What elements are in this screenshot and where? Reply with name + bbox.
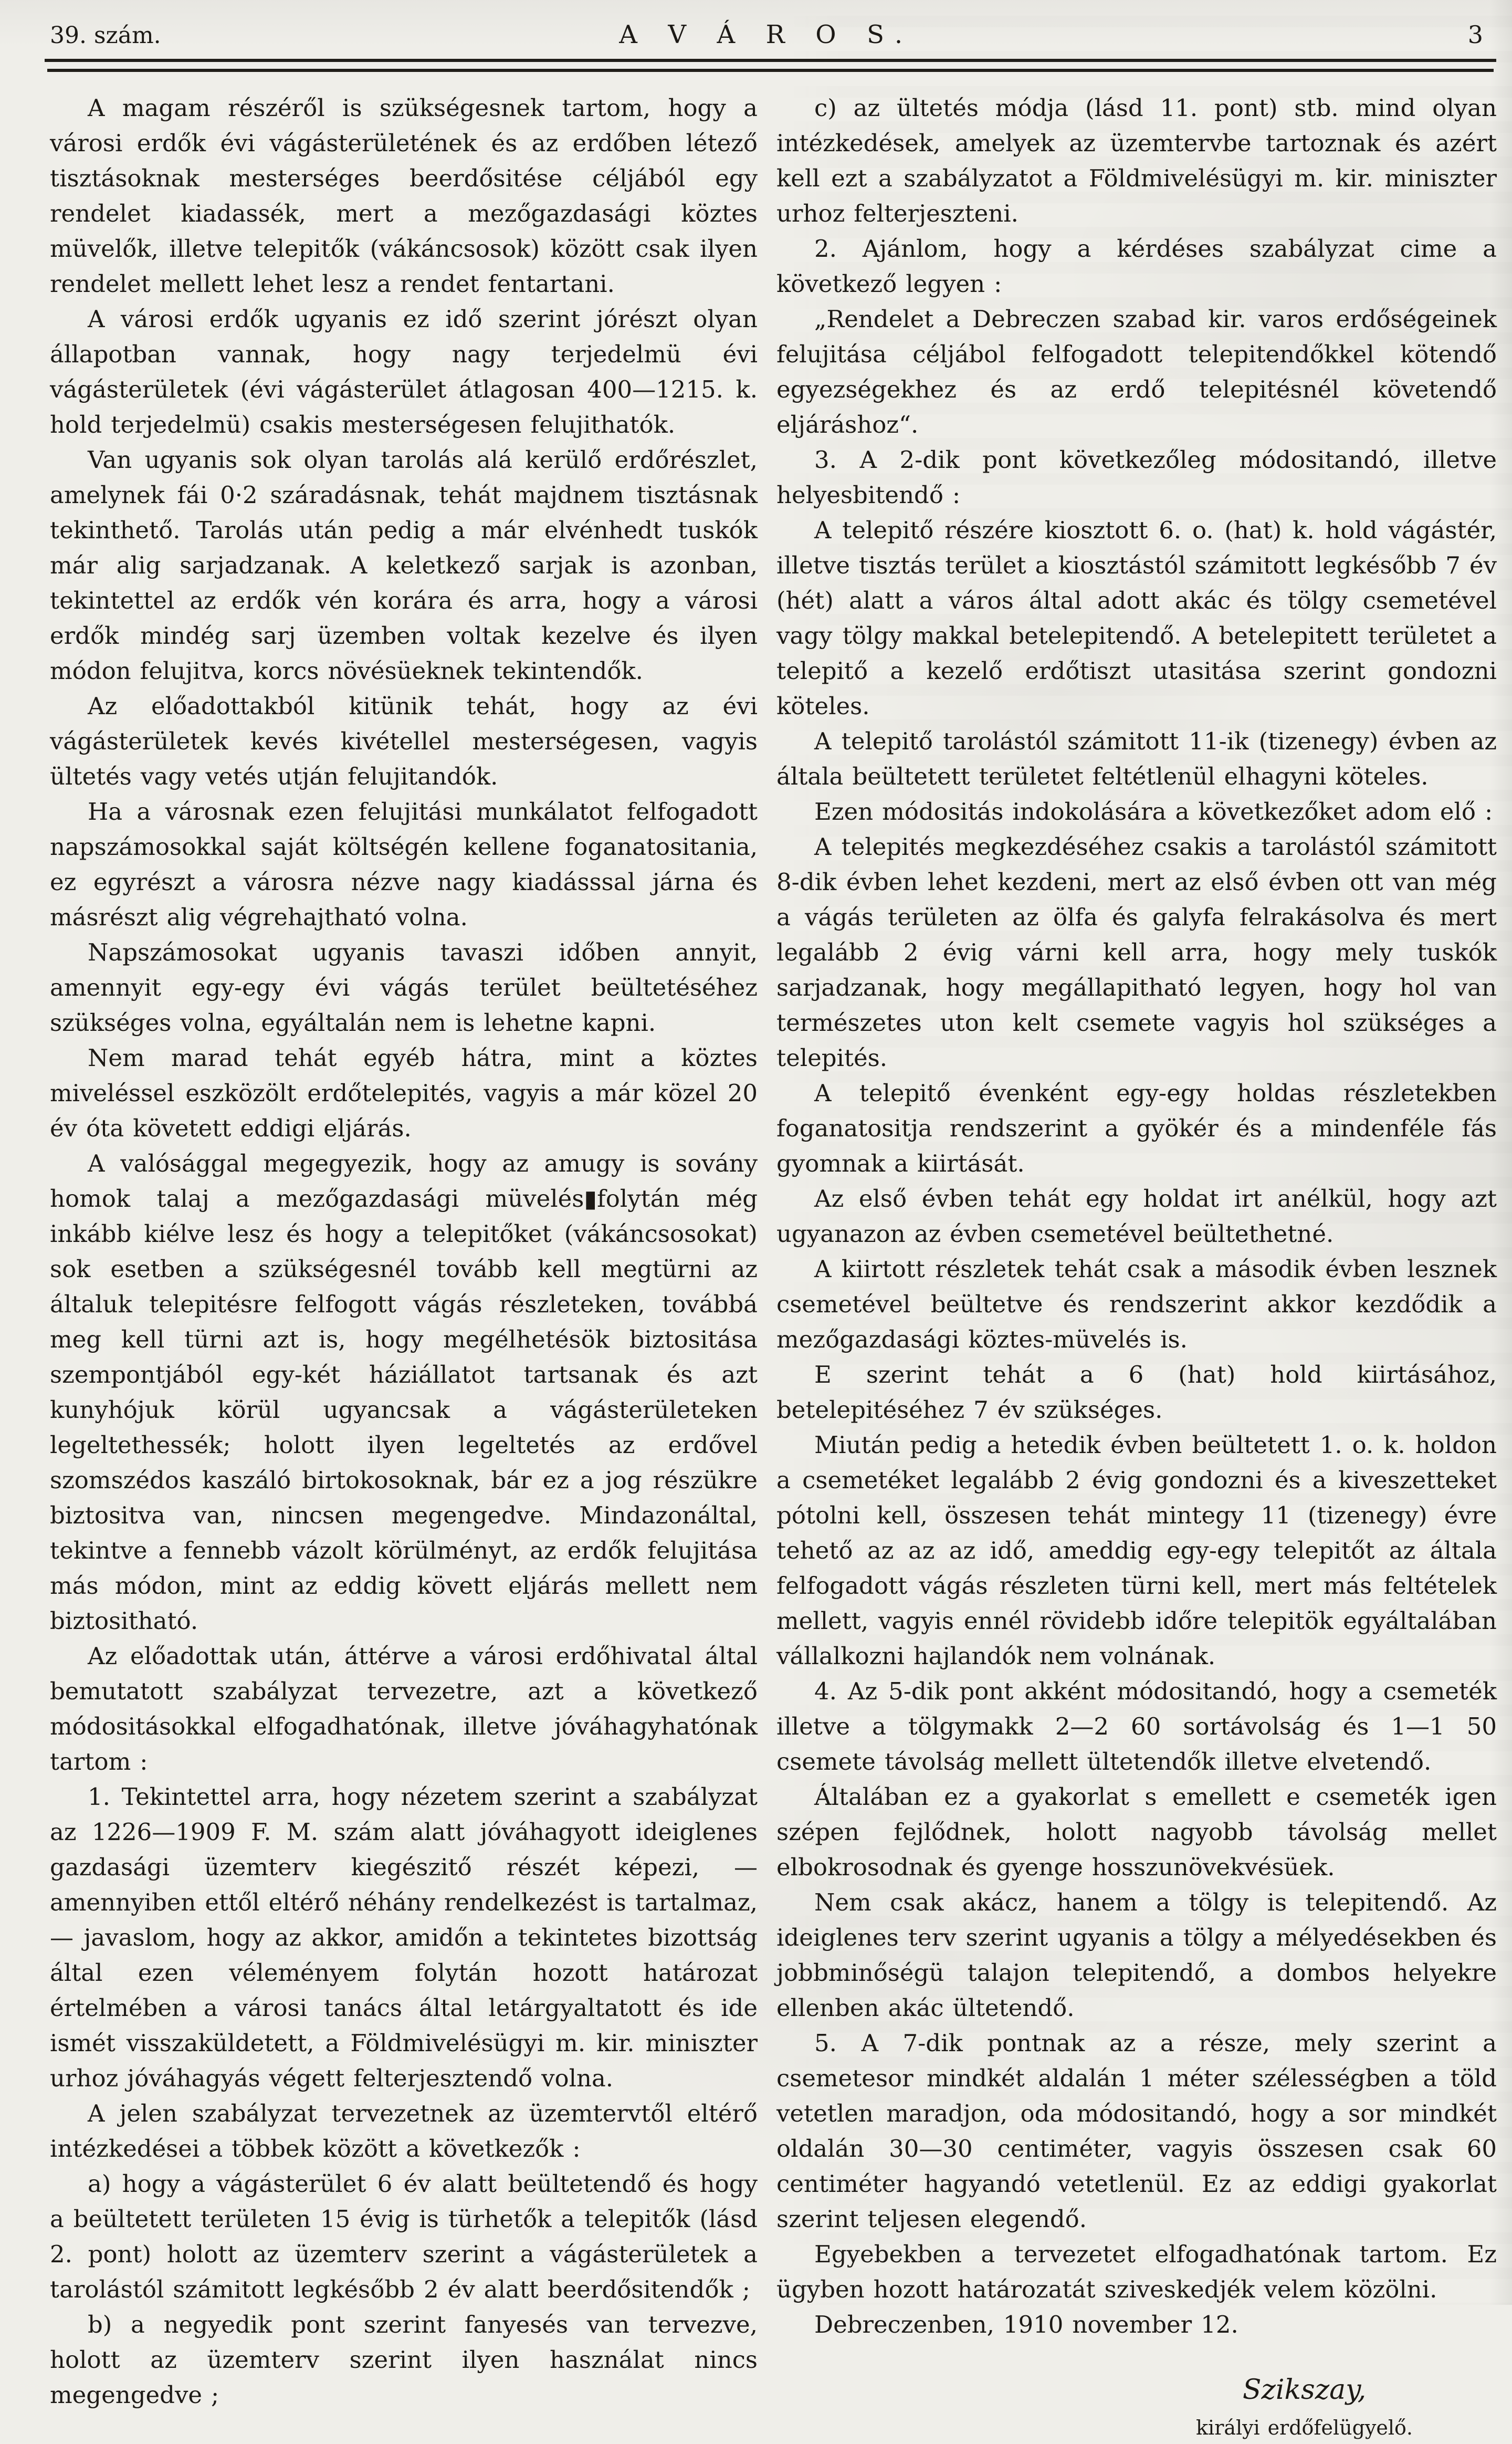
paragraph: Ha a városnak ezen felujitási munkálatot felfogadott napszámosokkal saját költségén kellene foganatositania, ez egyrészt a városra nézve nagy kiadásssal járna és másrészt alig végrehajtható volna.: [50, 798, 758, 931]
paragraph: Az első évben tehát egy holdat irt anélkül, hogy azt ugyanazon az évben csemetével beültethetné.: [776, 1185, 1497, 1248]
paragraph: Nem csak akácz, hanem a tölgy is telepitendő. Az ideiglenes terv szerint ugyanis a tölgy a mélyedésekben és jobbminőségü talajon telepitendő, a dombos helyekre ellenben akác ültetendő.: [776, 1888, 1497, 2022]
right-column: [776, 90, 1497, 2444]
paragraph: Napszámosokat ugyanis tavaszi időben annyit, amennyit egy-egy évi vágás terület beültetéséhez szükséges volna, egyáltalán nem is lehetne kapni.: [50, 938, 758, 1037]
paragraph: Miután pedig a hetedik évben beültetett 1. o. k. holdon a csemetéket legalább 2 évig gondozni és a kiveszetteket pótolni kell, összesen tehát mintegy 11 (tizenegy) évre tehető az az az idő, ameddig egy-egy telepitőt az általa felfogadott vágás részleten türni kell, mert más feltételek mellett, vagyis ennél rövidebb időre telepitök egyáltalában vállalkozni hajlandók nem volnának.: [776, 1431, 1497, 1670]
paragraph: 1. Tekintettel arra, hogy nézetem szerint a szabályzat az 1226—1909 F. M. szám alatt jóváhagyott ideiglenes gazdasági üzemterv kiegészitő részét képezi, — amennyiben ettől eltérő néhány rendelkezést is tartalmaz, — javaslom, hogy az akkor, amidőn a tekintetes bizottság által ezen véleményem folytán hozott határozat értelmében a városi tanács által letárgyaltatott és ide ismét visszaküldetett, a Földmivelésügyi m. kir. miniszter urhoz jóváhagyás végett felterjesztendő volna.: [50, 1783, 758, 2092]
page-number: 3: [1467, 20, 1483, 49]
paragraph: 5. A 7-dik pontnak az a része, mely szerint a csemetesor mindkét aldalán 1 méter szélességben a töld vetetlen maradjon, oda módositandó, hogy a sor mindkét oldalán 30—30 centiméter, vagyis összesen csak 60 centiméter hagyandó vetetlenül. Ez az eddigi gyakorlat szerint teljesen elegendő.: [776, 2029, 1497, 2233]
signature-name: Szikszay,: [1242, 2374, 1367, 2406]
paragraph: 4. Az 5-dik pont akként módositandó, hogy a csemeték illetve a tölgymakk 2—2 60 sortávolság és 1—1 50 csemete távolság mellett ültetendők illetve elvetendő.: [776, 1677, 1497, 1775]
paragraph: Az előadottakból kitünik tehát, hogy az évi vágásterületek kevés kivétellel mesterségesen, vagyis ültetés vagy vetés utján felujitandók.: [50, 692, 758, 790]
paragraph: A telepitő évenként egy-egy holdas részletekben foganatositja rendszerint a gyökér és a mindenféle fás gyomnak a kiirtását.: [776, 1079, 1497, 1177]
paragraph: 3. A 2-dik pont következőleg módositandó, illetve helyesbitendő :: [776, 446, 1497, 509]
article-body: [50, 90, 1497, 2444]
paragraph: A telepitő tarolástól számitott 11-ik (tizenegy) évben az általa beültetett területet feltétlenül elhagyni köteles.: [776, 727, 1497, 790]
signature: [776, 2371, 1497, 2444]
paragraph: A valósággal megegyezik, hogy az amugy is sovány homok talaj a mezőgazdasági müvelés▮folytán még inkább kiélve lesz és hogy a telepitőket (vákáncsosokat) sok esetben a szükségesnél tovább kell megtürni az általuk telepitésre felfogott vágás részleteken, továbbá meg kell türni azt is, hogy megélhetésök biztositása szempontjából egy-két háziállatot tartsanak és azt kunyhójuk körül ugyancsak a vágásterületeken legeltethessék; holott ilyen legeltetés az erdővel szomszédos kaszáló birtokosoknak, bár ez a jog részükre biztositva van, nincsen megengedve. Mindazonáltal, tekintve a fennebb vázolt körülményt, az erdők felujitása más módon, mint az eddig követt eljárás mellett nem biztositható.: [50, 1150, 758, 1635]
header-divider-rule: [45, 59, 1496, 67]
paragraph: Nem marad tehát egyéb hátra, mint a köztes miveléssel eszközölt erdőtelepités, vagyis a már közel 20 év óta követett eddigi eljárás.: [50, 1044, 758, 1142]
paragraph: Általában ez a gyakorlat s emellett e csemeték igen szépen fejlődnek, holott nagyobb távolság mellet elbokrosodnak és gyenge hosszunövekvésüek.: [776, 1783, 1497, 1881]
newspaper-title: A V Á R O S.: [619, 20, 914, 49]
paragraph: A jelen szabályzat tervezetnek az üzemtervtől eltérő intézkedései a többek között a következők :: [50, 2100, 758, 2163]
paragraph: Egyebekben a tervezetet elfogadhatónak tartom. Ez ügyben hozott határozatát sziveskedjék velem közölni.: [776, 2240, 1497, 2303]
paragraph: a) hogy a vágásterület 6 év alatt beültetendő és hogy a beültetett területen 15 évig is türhetők a telepitők (lásd 2. pont) holott az üzemterv szerint a vágásterületek a tarolástól számitott legkésőbb 2 év alatt beerdősitendők ;: [50, 2170, 758, 2303]
paragraph: A magam részéről is szükségesnek tartom, hogy a városi erdők évi vágásterületének és az erdőben létező tisztásoknak mesterséges beerdősitése céljából egy rendelet kiadassék, mert a mezőgazdasági köztes müvelők, illetve telepitők (vákáncsosok) között csak ilyen rendelet mellett lehet lesz a rendet fentartani.: [50, 94, 758, 298]
paragraph: „Rendelet a Debreczen szabad kir. varos erdőségeinek felujitása céljábol felfogadott telepitendőkkel kötendő egyezségekhez és az erdő telepitésnél követendő eljáráshoz“.: [776, 305, 1497, 438]
paragraph: A telepités megkezdéséhez csakis a tarolástól számitott 8-dik évben lehet kezdeni, mert az első évben ott van még a vágás területen az ölfa és galyfa felrakásolva és mert legalább 2 évig várni kell arra, hogy mely tuskók sarjadzanak, hogy megállapitható legyen, hogy hol van természetes uton kelt csemete vagyis hol szükséges a telepités.: [776, 833, 1497, 1072]
paragraph: A kiirtott részletek tehát csak a második évben lesznek csemetével beültetve és rendszerint akkor kezdődik a mezőgazdasági köztes-müvelés is.: [776, 1255, 1497, 1353]
paragraph: A városi erdők ugyanis ez idő szerint jórészt olyan állapotban vannak, hogy nagy terjedelmü évi vágásterületek (évi vágásterület átlagosan 400—1215. k. hold terjedelmü) csakis mesterségesen felujithatók.: [50, 305, 758, 438]
paragraph: b) a negyedik pont szerint fanyesés van tervezve, holott az üzemterv szerint ilyen használat nincs megengedve ;: [50, 2311, 758, 2409]
paragraph: 2. Ajánlom, hogy a kérdéses szabályzat cime a következő legyen :: [776, 235, 1497, 298]
paragraph: A telepitő részére kiosztott 6. o. (hat) k. hold vágástér, illetve tisztás terület a kiosztástól számitott legkésőbb 7 év (hét) alatt a város által adott akác és tölgy csemetével vagy tölgy makkal betelepitendő. A betelepitett területet a telepitő a kezelő erdőtiszt utasitása szerint gondozni köteles.: [776, 516, 1497, 720]
left-column: [50, 90, 758, 2444]
issue-number: 39. szám.: [50, 22, 161, 49]
right-column-text: [776, 90, 1497, 2342]
paragraph: Ezen módositás indokolására a következőket adom elő :: [814, 798, 1493, 826]
paragraph: c) az ültetés módja (lásd 11. pont) stb. mind olyan intézkedések, amelyek az üzemtervbe tartoznak és azért kell ezt a szabályzatot a Földmivelésügyi m. kir. miniszter urhoz felterjeszteni.: [776, 94, 1497, 227]
paragraph: E szerint tehát a 6 (hat) hold kiirtásához, betelepitéséhez 7 év szükséges.: [776, 1361, 1497, 1424]
signature-title: királyi erdőfelügyelő.: [1196, 2416, 1413, 2439]
paragraph: Van ugyanis sok olyan tarolás alá kerülő erdőrészlet, amelynek fái 0·2 száradásnak, tehát majdnem tisztásnak tekinthető. Tarolás után pedig a már elvénhedt tuskók már alig sarjadzanak. A keletkező sarjak is azonban, tekintettel az erdők vén korára és arra, hogy a városi erdők mindég sarj üzemben voltak kezelve és ilyen módon felujitva, korcs növésüeknek tekintendők.: [50, 446, 758, 685]
page-header: [50, 20, 1483, 49]
paragraph: Az előadottak után, áttérve a városi erdőhivatal által bemutatott szabályzat tervezetre, azt a következő módositásokkal elfogadhatónak, illetve jóváhagyhatónak tartom :: [50, 1642, 758, 1775]
signature-block: [1196, 2371, 1413, 2444]
paragraph: Debreczenben, 1910 november 12.: [814, 2311, 1238, 2338]
